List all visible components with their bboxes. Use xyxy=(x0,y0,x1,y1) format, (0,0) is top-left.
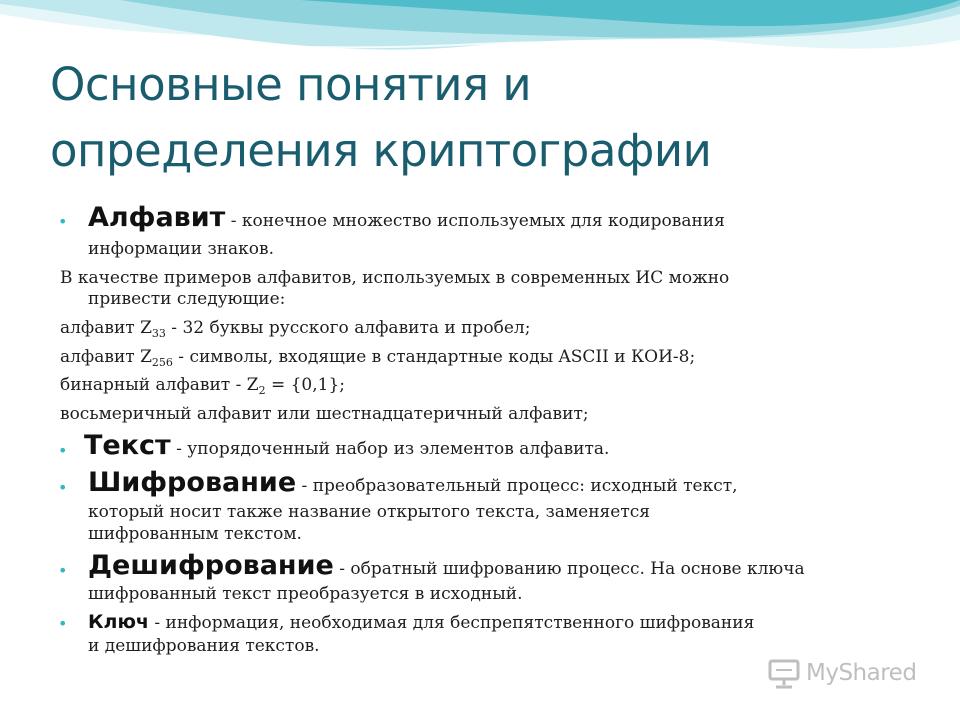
bullet-icon: • xyxy=(58,212,68,231)
z256-subscript: 256 xyxy=(151,356,173,369)
text-definition xyxy=(84,430,944,461)
key-def-line-2: и дешифрования текстов. xyxy=(88,636,320,656)
alphabet-definition xyxy=(88,202,948,233)
slide-title xyxy=(50,52,930,184)
key-definition xyxy=(88,611,948,634)
alphabet-octal: восьмеричный алфавит или шестнадцатеричный алфавит; xyxy=(60,404,589,424)
z33-subscript: 33 xyxy=(151,327,166,340)
text-term: Текст xyxy=(84,430,171,461)
title-line-2: определения криптографии xyxy=(50,124,712,177)
encryption-def-line-2: который носит также название открытого текста, заменяется xyxy=(88,502,650,522)
watermark-brand: MyShared xyxy=(806,660,917,686)
alphabet-term: Алфавит xyxy=(88,202,226,233)
examples-line-1: В качестве примеров алфавитов, используемых в современных ИС можно xyxy=(60,268,730,288)
bullet-icon: • xyxy=(58,614,68,633)
bullet-icon: • xyxy=(58,478,68,497)
z33-prefix: алфавит Z xyxy=(60,318,152,338)
z2-suffix: = {0,1}; xyxy=(265,375,346,395)
key-def-line-1: - информация, необходимая для беспрепятственного шифрования xyxy=(148,613,755,633)
encryption-def-line-3: шифрованным текстом. xyxy=(88,524,302,544)
z256-suffix: - символы, входящие в стандартные коды ASCII и КОИ-8; xyxy=(172,347,696,367)
z2-subscript: 2 xyxy=(258,384,266,397)
decryption-def-line-1: - обратный шифрованию процесс. На основе ключа xyxy=(333,559,805,579)
alphabet-z33 xyxy=(60,317,920,339)
alphabet-z256 xyxy=(60,346,920,368)
key-term: Ключ xyxy=(88,611,149,633)
text-def: - упорядоченный набор из элементов алфавита. xyxy=(170,439,610,459)
decryption-definition xyxy=(88,550,948,581)
myshared-watermark xyxy=(768,658,928,694)
encryption-def-line-1: - преобразовательный процесс: исходный текст, xyxy=(296,476,738,496)
encryption-definition xyxy=(88,467,948,498)
presentation-board-icon xyxy=(768,658,800,690)
decryption-def-line-2: шифрованный текст преобразуется в исходный. xyxy=(88,584,523,604)
bullet-icon: • xyxy=(58,561,68,580)
z256-prefix: алфавит Z xyxy=(60,347,152,367)
z2-prefix: бинарный алфавит - Z xyxy=(60,375,259,395)
title-line-1: Основные понятия и xyxy=(50,58,532,111)
bullet-icon: • xyxy=(58,441,68,460)
alphabet-def-line-1: - конечное множество используемых для кодирования xyxy=(225,211,725,231)
encryption-term: Шифрование xyxy=(88,467,297,498)
alphabet-binary xyxy=(60,374,920,396)
z33-suffix: - 32 буквы русского алфавита и пробел; xyxy=(165,318,531,338)
alphabet-def-line-2: информации знаков. xyxy=(88,239,275,259)
examples-line-2: привести следующие: xyxy=(88,289,286,309)
decryption-term: Дешифрование xyxy=(88,550,334,581)
